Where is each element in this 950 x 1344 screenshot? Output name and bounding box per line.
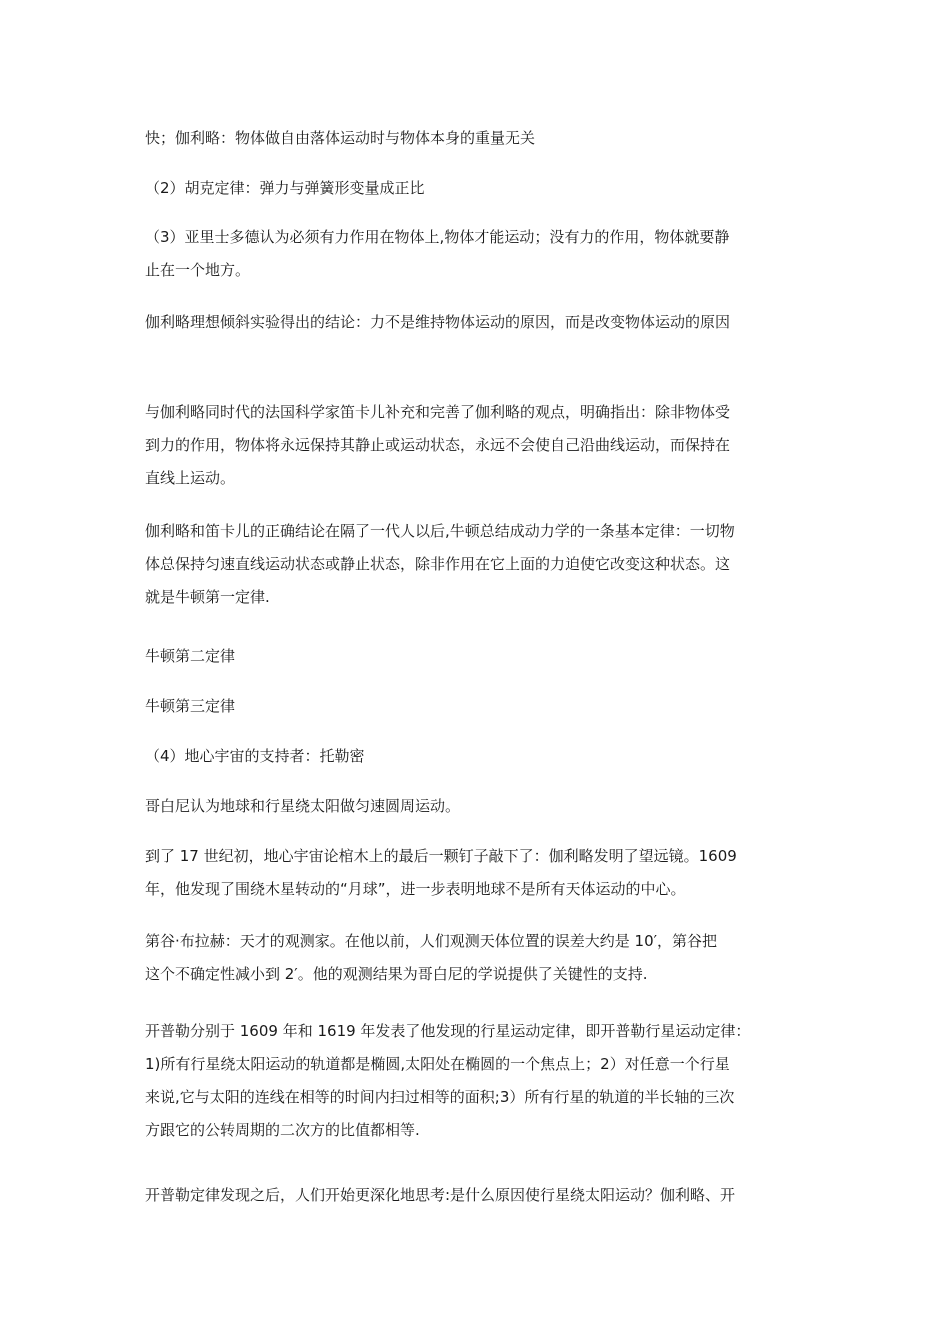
text-line: 牛顿第三定律 — [145, 697, 236, 715]
text-line: 与伽利略同时代的法国科学家笛卡儿补充和完善了伽利略的观点，明确指出：除非物体受 — [145, 403, 731, 421]
paragraph-ptolemy — [145, 740, 813, 773]
text-line: （4）地心宇宙的支持者：托勒密 — [145, 747, 365, 765]
text-line: 年，他发现了围绕木星转动的“月球”，进一步表明地球不是所有天体运动的中心。 — [145, 880, 686, 898]
text-line: 开普勒分别于 1609 年和 1619 年发表了他发现的行星运动定律，即开普勒行星运动定律： — [145, 1022, 751, 1040]
text-line: 方跟它的公转周期的二次方的比值都相等. — [145, 1121, 420, 1139]
text-line: 伽利略理想倾斜实验得出的结论：力不是维持物体运动的原因，而是改变物体运动的原因 — [145, 313, 731, 331]
paragraph-newton-third-law — [145, 690, 813, 723]
text-line: 到了 17 世纪初，地心宇宙论棺木上的最后一颗钉子敲下了：伽利略发明了望远镜。1609 — [145, 847, 737, 865]
text-line: 这个不确定性减小到 2′。他的观测结果为哥白尼的学说提供了关键性的支持. — [145, 965, 648, 983]
paragraph-descartes — [145, 396, 813, 495]
text-line: 开普勒定律发现之后，人们开始更深化地思考:是什么原因使行星绕太阳运动？伽利略、开 — [145, 1186, 736, 1204]
text-line: 伽利略和笛卡儿的正确结论在隔了一代人以后,牛顿总结成动力学的一条基本定律：一切物 — [145, 522, 735, 540]
paragraph-copernicus — [145, 790, 813, 823]
paragraph-hooke-law — [145, 172, 813, 205]
text-line: 体总保持匀速直线运动状态或静止状态，除非作用在它上面的力迫使它改变这种状态。这 — [145, 555, 731, 573]
text-line: 快；伽利略：物体做自由落体运动时与物体本身的重量无关 — [145, 129, 536, 147]
text-line: （2）胡克定律：弹力与弹簧形变量成正比 — [145, 179, 425, 197]
paragraph-after-kepler — [145, 1179, 813, 1212]
text-line: 牛顿第二定律 — [145, 647, 236, 665]
text-line: 1)所有行星绕太阳运动的轨道都是椭圆,太阳处在椭圆的一个焦点上；2）对任意一个行星 — [145, 1055, 730, 1073]
paragraph-free-fall — [145, 122, 813, 155]
paragraph-newton-first-law — [145, 515, 813, 614]
paragraph-aristotle — [145, 221, 813, 287]
paragraph-telescope — [145, 840, 813, 906]
text-line: 止在一个地方。 — [145, 261, 251, 279]
paragraph-galileo-experiment — [145, 306, 813, 339]
text-line: 来说,它与太阳的连线在相等的时间内扫过相等的面积;3）所有行星的轨道的半长轴的三次 — [145, 1088, 735, 1106]
text-line: （3）亚里士多德认为必须有力作用在物体上,物体才能运动；没有力的作用，物体就要静 — [145, 228, 730, 246]
paragraph-tycho-brahe — [145, 925, 813, 991]
text-line: 哥白尼认为地球和行星绕太阳做匀速圆周运动。 — [145, 797, 461, 815]
text-line: 就是牛顿第一定律. — [145, 588, 270, 606]
text-line: 第谷·布拉赫：天才的观测家。在他以前，人们观测天体位置的误差大约是 10′，第谷把 — [145, 932, 718, 950]
text-line: 到力的作用，物体将永远保持其静止或运动状态，永远不会使自己沿曲线运动，而保持在 — [145, 436, 731, 454]
paragraph-kepler-laws — [145, 1015, 813, 1147]
text-line: 直线上运动。 — [145, 469, 236, 487]
paragraph-newton-second-law — [145, 640, 813, 673]
